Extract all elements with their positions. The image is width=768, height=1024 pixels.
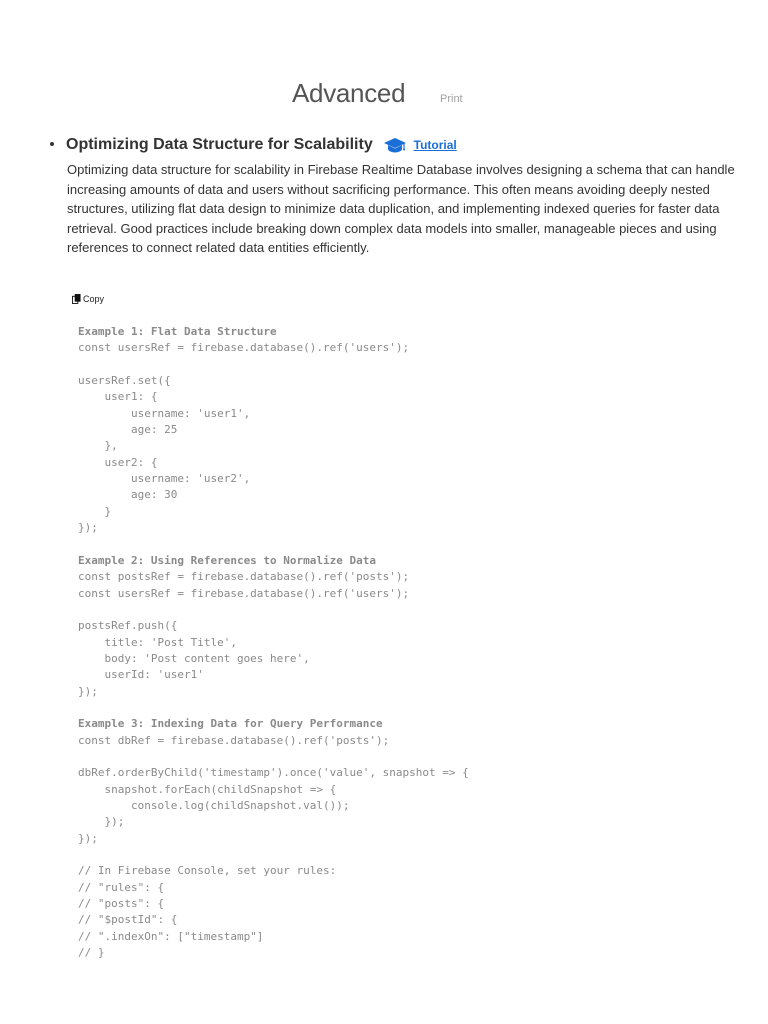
code-line: // } [78, 946, 105, 960]
tutorial-link-group[interactable] [383, 136, 457, 154]
code-line: }); [78, 521, 98, 535]
code-line: const dbRef = firebase.database().ref('posts'); [78, 733, 390, 747]
page-header [0, 78, 768, 114]
code-line: const postsRef = firebase.database().ref('posts'); [78, 570, 410, 584]
code-line: // "$postId": { [78, 913, 178, 927]
page-title: Advanced [292, 78, 406, 108]
code-line: // "posts": { [78, 897, 165, 911]
code-line: Example 3: Indexing Data for Query Performance [78, 717, 383, 731]
copy-label: Copy [83, 294, 105, 304]
code-line: age: 25 [78, 423, 178, 437]
code-line [78, 847, 738, 863]
code-line [78, 700, 738, 716]
code-line: // "rules": { [78, 880, 165, 894]
code-line: username: 'user2', [78, 472, 251, 486]
print-link[interactable]: Print [440, 93, 463, 105]
code-line: postsRef.push({ [78, 619, 178, 633]
code-line: // ".indexOn": ["timestamp"] [78, 929, 264, 943]
code-line: const usersRef = firebase.database().ref('users'); [78, 341, 410, 355]
code-line: age: 30 [78, 488, 178, 502]
section-title: Optimizing Data Structure for Scalability [66, 136, 373, 154]
code-line: }); [78, 831, 98, 845]
section-description: Optimizing data structure for scalability in Firebase Realtime Database involves designing a schema that can handle increasing amounts of data and users without sacrificing performance. This often means avoiding deeply nested structures, utilizing flat data design to minimize data duplication, and implementing indexed queries for faster data retrieval. Good practices include breaking down complex data models into smaller, manageable pieces and using references to connect related data entities efficiently. [67, 162, 735, 256]
code-block [78, 324, 738, 961]
code-line: snapshot.forEach(childSnapshot => { [78, 782, 337, 796]
code-line: Example 2: Using References to Normalize Data [78, 553, 377, 567]
code-line: user2: { [78, 455, 158, 469]
code-line: }, [78, 439, 118, 453]
section-heading [66, 136, 457, 158]
code-line: Example 1: Flat Data Structure [78, 325, 277, 338]
copy-icon [72, 294, 81, 304]
list-bullet [50, 142, 54, 146]
copy-button[interactable] [72, 294, 104, 304]
code-line: }); [78, 815, 125, 829]
code-line: userId: 'user1' [78, 668, 204, 682]
code-line: // In Firebase Console, set your rules: [78, 864, 337, 878]
code-line [78, 602, 738, 618]
code-line: body: 'Post content goes here', [78, 651, 310, 665]
code-line [78, 749, 738, 765]
code-line: dbRef.orderByChild('timestamp').once('value', snapshot => { [78, 766, 469, 780]
graduation-cap-icon [383, 136, 407, 154]
code-line: const usersRef = firebase.database().ref('users'); [78, 586, 410, 600]
code-line: username: 'user1', [78, 406, 251, 420]
code-line: usersRef.set({ [78, 374, 171, 388]
code-line: console.log(childSnapshot.val()); [78, 798, 350, 812]
code-line [78, 536, 738, 552]
code-line: title: 'Post Title', [78, 635, 237, 649]
tutorial-link[interactable]: Tutorial [413, 138, 457, 152]
code-line: user1: { [78, 390, 158, 404]
code-line: } [78, 504, 112, 518]
code-line [78, 357, 738, 373]
code-line: }); [78, 684, 98, 698]
